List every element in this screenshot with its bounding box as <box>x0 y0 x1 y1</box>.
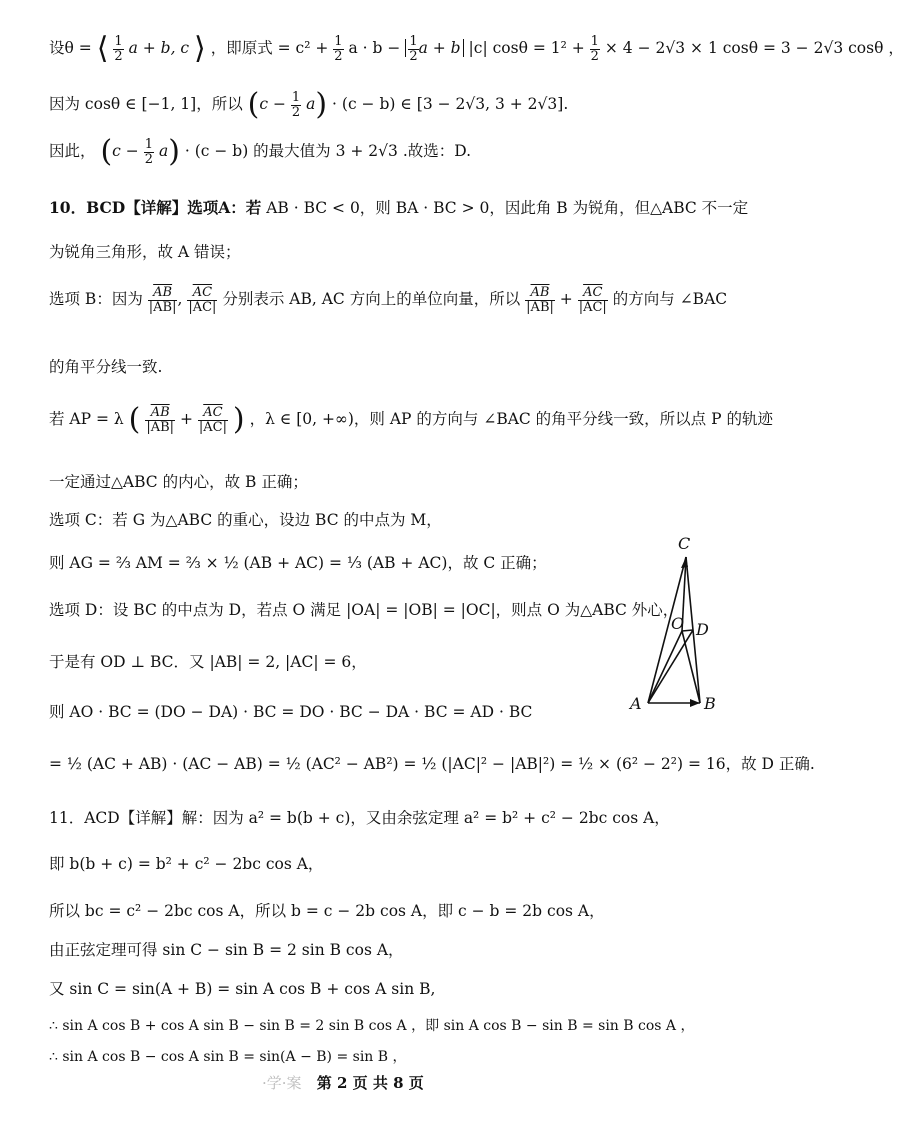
sec9-line1: 设θ = ⟨ $\frac{1}{2}$ a + b, c ⟩ ，即原式 = c² + $\frac{1}{2}$ a · b − $\frac{1}{2}$ a + b |c| cosθ = 1² + $\frac{1}{2}$ × 4 − 2√3 × 1 cosθ = 3 − 2√3 cosθ ， <box>49 31 904 66</box>
sec11-line2: 即 b(b + c) = b² + c² − 2bc cos A， <box>49 855 324 873</box>
footer-watermark: ·学·案 <box>262 1074 302 1092</box>
sec10-optionD-line1: 选项 D：设 BC 的中点为 D，若点 O 满足 |OA| = |OB| = |OC|，则点 O 为△ABC 外心， <box>49 601 679 619</box>
sec10-optionB-line1: 选项 B：因为 $\frac{\overline{AB}}{|AB|}$ , $\frac{\overline{AC}}{|AC|}$ 分别表示 AB, AC 方向上的单位向量，所以 $\frac{\overline{AB}}{|AB|}$ + $\frac{\overline{AC}}{|AC|}$ 的方向与 ∠BAC <box>49 285 728 315</box>
sec11-line3: 所以 bc = c² − 2bc cos A，所以 b = c − 2b cos A，即 c − b = 2b cos A， <box>49 902 605 920</box>
sec10-optionB-line2: 的角平分线一致. <box>49 358 163 376</box>
label-b: B <box>704 694 716 713</box>
sec10-optionD-line4: = ½ (AC + AB) · (AC − AB) = ½ (AC² − AB²) = ½ (|AC|² − |AB|²) = ½ × (6² − 2²) = 16，故 D 正确. <box>49 755 815 773</box>
label-a: A <box>630 694 642 713</box>
label-d: D <box>696 620 709 639</box>
segment-ao <box>648 631 682 703</box>
label-c: C <box>678 534 691 553</box>
label-o: O <box>671 614 685 633</box>
sec10-line2: 为锐角三角形，故 A 错误； <box>49 243 241 261</box>
sec10-optionD-line3: 则 AO · BC = (DO − DA) · BC = DO · BC − DA · BC = AD · BC <box>49 703 533 721</box>
sec9-line2: 因为 cosθ ∈ [−1, 1]，所以 (c − $\frac{1}{2}$ a) · (c − b) ∈ [3 − 2√3, 3 + 2√3]. <box>49 87 569 122</box>
sec11-line1: 11．ACD【详解】解：因为 a² = b(b + c)，又由余弦定理 a² = b² + c² − 2bc cos A， <box>49 809 670 827</box>
segment-ad <box>648 630 693 703</box>
sec10-optionB-line4: 一定通过△ABC 的内心，故 B 正确； <box>49 473 308 491</box>
sec11-line6: ∴ sin A cos B + cos A sin B − sin B = 2 sin B cos A ，即 sin A cos B − sin B = sin B cos A ， <box>49 1018 695 1034</box>
sec11-line4: 由正弦定理可得 sin C − sin B = 2 sin B cos A， <box>49 941 404 959</box>
sec10-optionD-line2: 于是有 OD ⊥ BC．又 |AB| = 2, |AC| = 6， <box>49 653 367 671</box>
page-footer <box>262 1072 424 1093</box>
triangle-abc-diagram <box>628 535 738 715</box>
sec9-line3: 因此， (c − $\frac{1}{2}$ a) · (c − b) 的最大值为 3 + 2√3 .故选：D. <box>49 134 472 169</box>
page-number: 第 2 页 共 8 页 <box>316 1074 424 1092</box>
sec10-optionC-line1: 选项 C：若 G 为△ABC 的重心，设边 BC 的中点为 M， <box>49 511 442 529</box>
sec11-line7: ∴ sin A cos B − cos A sin B = sin(A − B) = sin B ， <box>49 1049 407 1065</box>
sec11-line5: 又 sin C = sin(A + B) = sin A cos B + cos A sin B, <box>49 980 436 998</box>
sec10-header: 10．BCD【详解】选项A：若 AB · BC < 0，则 BA · BC > 0，因此角 B 为锐角，但△ABC 不一定 <box>49 198 749 217</box>
fraction-half: $\frac{1}{2}$ <box>114 33 123 64</box>
sec10-optionB-line3: 若 AP = λ ( $\frac{\overline{AB}}{|AB|}$ + $\frac{\overline{AC}}{|AC|}$ ) ，λ ∈ [0, +∞)，则 AP 的方向与 ∠BAC 的角平分线一致，所以点 P 的轨迹 <box>49 402 773 437</box>
sec10-optionC-line2: 则 AG = ⅔ AM = ⅔ × ½ (AB + AC) = ⅓ (AB + AC)，故 C 正确； <box>49 554 547 572</box>
